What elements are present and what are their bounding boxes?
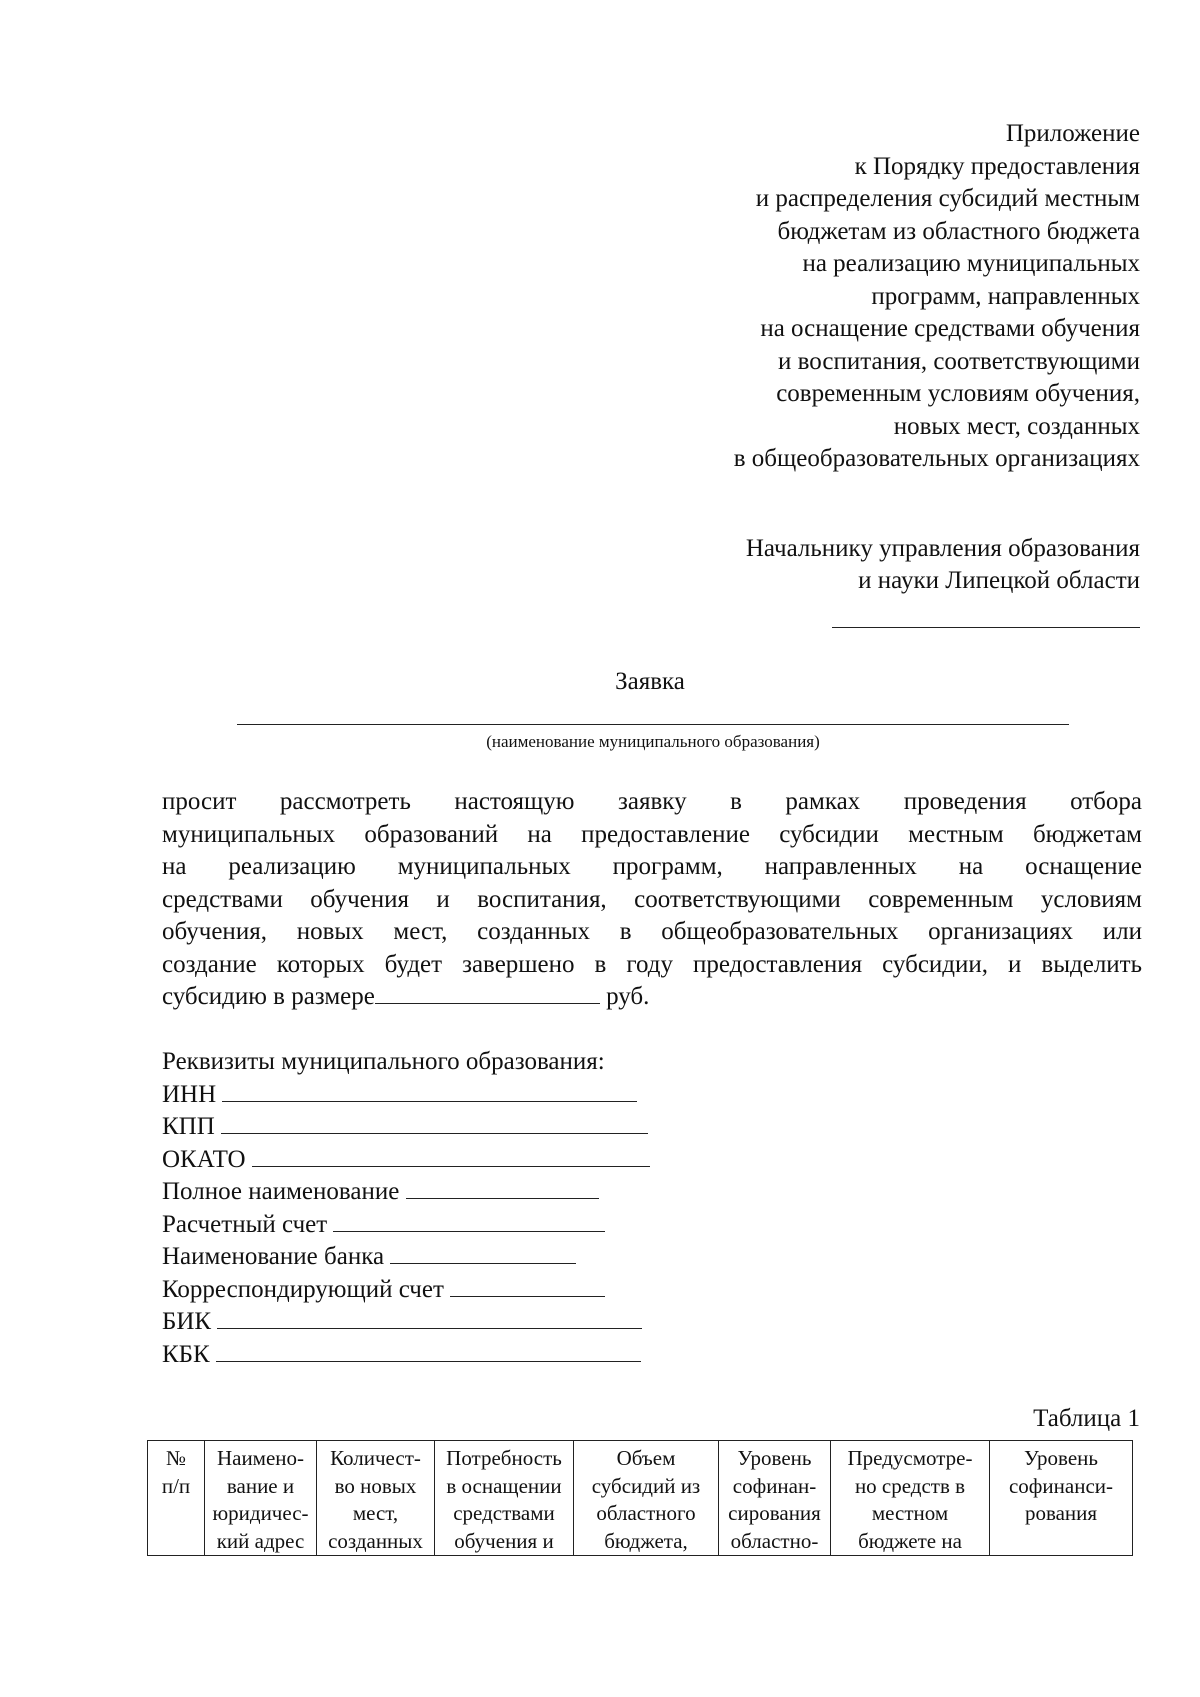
requisites-heading: Реквизиты муниципального образования: <box>162 1048 605 1075</box>
header-line: местном <box>871 1501 949 1525</box>
paragraph-line: обучения, новых мест, созданных в общеобразовательных организациях или <box>162 918 1142 945</box>
header-line: Наимено- <box>216 1446 305 1470</box>
header-line: Уровень <box>1024 1446 1098 1470</box>
header-line: софинанси- <box>1008 1473 1113 1498</box>
municipality-caption: (наименование муниципального образования) <box>486 732 820 751</box>
appendix-line: в общеобразовательных организациях <box>733 445 1140 472</box>
header-line: субсидий из <box>591 1473 701 1498</box>
column-header-name-address <box>205 1441 317 1556</box>
column-header-number <box>148 1441 205 1556</box>
requisites-block <box>162 1046 650 1371</box>
requisite-label: КПП <box>162 1113 215 1140</box>
requisite-field-full-name <box>162 1176 650 1209</box>
header-line: сирования <box>728 1501 821 1525</box>
subsidy-amount-prefix: субсидию в размере <box>162 983 375 1010</box>
addressee-block <box>746 533 1140 597</box>
requisite-label: КБК <box>162 1340 210 1368</box>
header-line: Объем <box>616 1446 676 1470</box>
requisite-field-kpp <box>162 1111 650 1144</box>
requisite-label: Наименование банка <box>162 1243 385 1270</box>
requisite-blank <box>450 1274 605 1297</box>
requisite-label: Расчетный счет <box>162 1210 328 1238</box>
column-header-local-budget <box>831 1441 990 1556</box>
paragraph-line: муниципальных образований на предоставление субсидии местным бюджетам <box>162 820 1142 848</box>
table-label: Таблица 1 <box>1033 1405 1140 1432</box>
header-line: Уровень <box>737 1446 812 1470</box>
column-header-subsidy-volume <box>574 1441 719 1556</box>
header-line: обучения и <box>454 1528 554 1553</box>
addressee-line: Начальнику управления образования <box>745 535 1140 562</box>
requisite-blank <box>390 1241 576 1264</box>
header-line: юридичес- <box>212 1501 309 1525</box>
header-line: бюджета, <box>604 1528 688 1553</box>
header-line: Количест- <box>330 1446 421 1470</box>
column-header-cofinancing-regional <box>719 1441 831 1556</box>
requisite-blank <box>222 1079 637 1102</box>
header-line: Предусмотре- <box>847 1446 973 1470</box>
column-header-new-places <box>317 1441 435 1556</box>
header-line: во новых <box>334 1473 417 1498</box>
column-header-cofinancing-level <box>990 1441 1133 1556</box>
paragraph-last-line <box>162 981 1142 1014</box>
header-line: средствами <box>453 1501 555 1525</box>
appendix-line: к Порядку предоставления <box>854 152 1140 180</box>
requisite-blank <box>221 1111 648 1134</box>
requisite-blank <box>216 1339 641 1362</box>
subsidy-amount-suffix: руб. <box>599 983 650 1010</box>
column-header-equipment-need <box>435 1441 574 1556</box>
requisite-field-corr-account <box>162 1274 650 1307</box>
requisite-label: БИК <box>162 1308 212 1335</box>
requisite-field-kbk <box>162 1339 650 1372</box>
appendix-line: новых мест, созданных <box>893 412 1140 440</box>
municipality-name-line <box>237 724 1069 725</box>
header-line: Потребность <box>446 1446 562 1470</box>
requisite-field-bank-name <box>162 1241 650 1274</box>
requisite-label: Полное наименование <box>162 1178 400 1205</box>
header-line: софинан- <box>732 1473 817 1498</box>
header-line: в оснащении <box>446 1473 562 1498</box>
requisite-field-inn <box>162 1079 650 1112</box>
header-line: но средств в <box>854 1473 966 1498</box>
header-line: областно- <box>730 1528 819 1553</box>
requisite-blank <box>217 1306 642 1329</box>
requisite-label: ИНН <box>162 1080 217 1108</box>
paragraph-line: просит рассмотреть настоящую заявку в рамках проведения отбора <box>162 788 1142 815</box>
appendix-line: на реализацию муниципальных <box>802 250 1140 277</box>
appendix-header <box>734 118 1140 476</box>
paragraph-line: средствами обучения и воспитания, соответствующими современным условиям <box>162 885 1142 913</box>
header-line: № <box>165 1446 187 1470</box>
paragraph-line: на реализацию муниципальных программ, направленных на оснащение <box>162 853 1142 880</box>
subsidy-table <box>147 1440 1133 1556</box>
requisite-field-account <box>162 1209 650 1242</box>
table-header-row <box>148 1441 1133 1556</box>
header-line: мест, <box>352 1501 399 1525</box>
header-line: вание и <box>226 1473 295 1498</box>
requisite-field-bik <box>162 1306 650 1339</box>
requisite-blank <box>333 1209 605 1232</box>
appendix-line: и распределения субсидий местным <box>755 185 1140 212</box>
subsidy-amount-blank <box>375 981 600 1004</box>
appendix-line: программ, направленных <box>871 282 1140 310</box>
requisite-field-okato <box>162 1144 650 1177</box>
addressee-signature-line <box>832 627 1140 628</box>
appendix-line: современным условиям обучения, <box>776 380 1140 407</box>
appendix-line: бюджетам из областного бюджета <box>777 217 1140 245</box>
header-line: созданных <box>328 1528 423 1553</box>
requisite-blank <box>406 1176 599 1199</box>
paragraph-line: создание которых будет завершено в году предоставления субсидии, и выделить <box>162 950 1142 978</box>
appendix-line: на оснащение средствами обучения <box>760 315 1140 342</box>
document-title: Заявка <box>615 668 685 695</box>
header-line: бюджете на <box>858 1528 962 1553</box>
requisite-label: ОКАТО <box>162 1145 246 1173</box>
header-line: рования <box>1024 1501 1098 1525</box>
request-paragraph <box>162 786 1142 1014</box>
header-line: областного <box>596 1501 696 1525</box>
appendix-line: и воспитания, соответствующими <box>778 347 1140 375</box>
appendix-line: Приложение <box>1005 120 1140 147</box>
requisite-blank <box>252 1144 650 1167</box>
requisite-label: Корреспондирующий счет <box>162 1275 444 1303</box>
header-line: кий адрес <box>216 1528 305 1553</box>
header-line: п/п <box>161 1473 191 1498</box>
addressee-line: и науки Липецкой области <box>858 567 1140 594</box>
